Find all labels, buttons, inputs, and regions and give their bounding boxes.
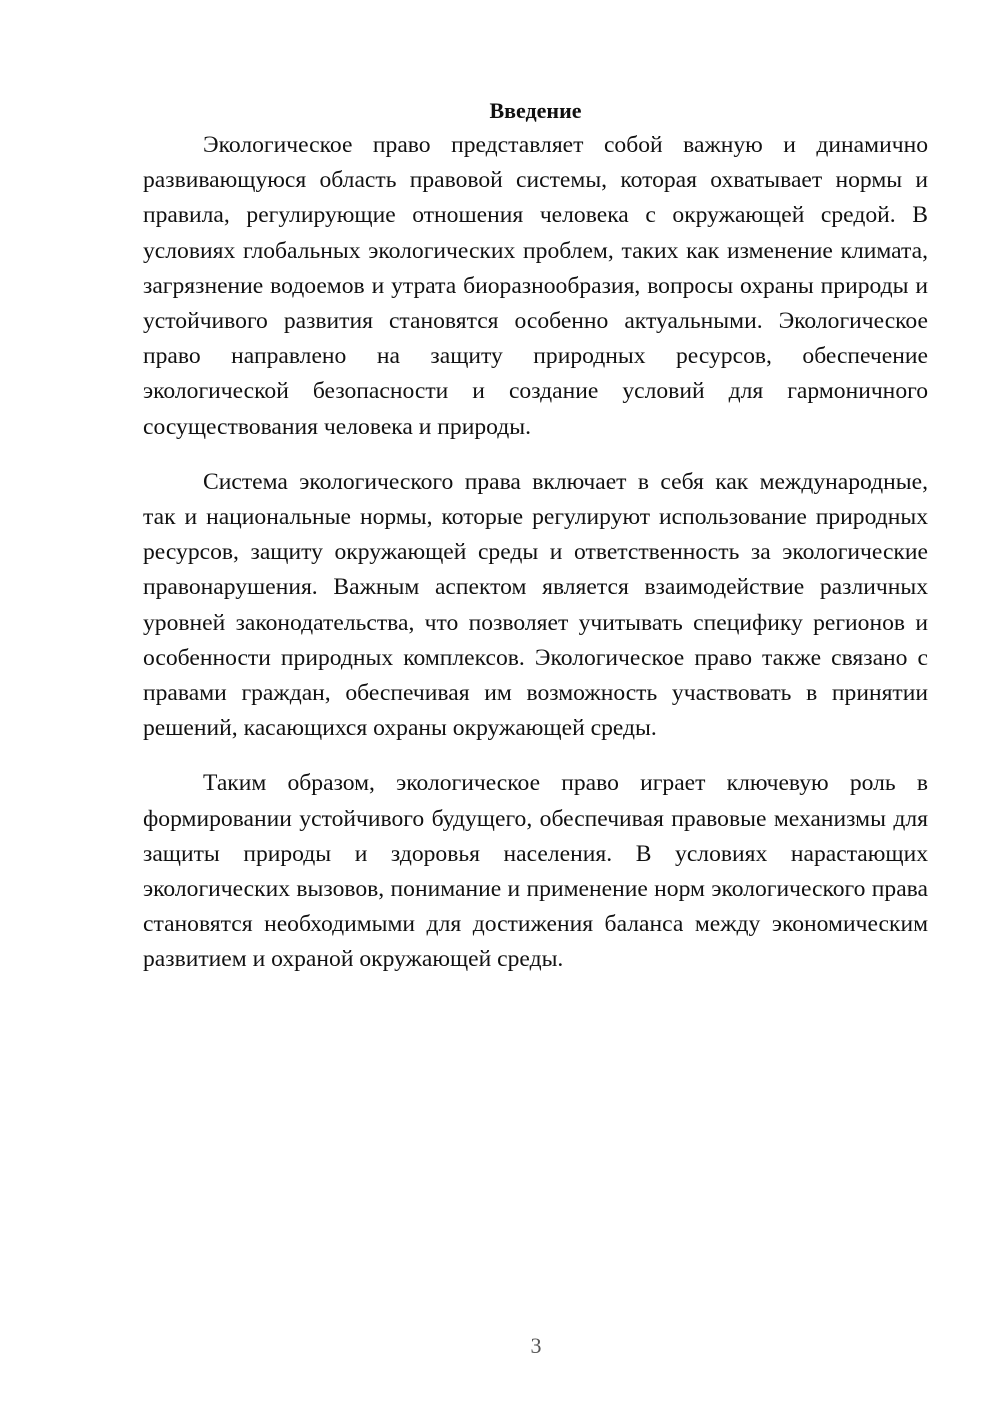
paragraph-3: Таким образом, экологическое право играет ключевую роль в формировании устойчивого будущего, обеспечивая правовые механизмы для защиты природы и здоровья населения. В условиях нарастающих экологических вызовов, понимание и применение норм экологического права становятся необходимыми для достижения баланса между экономическим развитием и охраной окружающей среды. — [143, 770, 928, 973]
paragraph-1: Экологическое право представляет собой важную и динамично развивающуюся область правовой системы, которая охватывает нормы и правила, регулирующие отношения человека с окружающей средой. В условиях глобальных экологических проблем, таких как изменение климата, загрязнение водоемов и утрата биоразнообразия, вопросы охраны природы и устойчивого развития становятся особенно актуальными. Экологическое право направлено на защиту природных ресурсов, обеспечение экологической безопасности и создание условий для гармоничного сосуществования человека и природы. — [143, 132, 928, 440]
paragraph-2: Система экологического права включает в себя как международные, так и национальные нормы, которые регулируют использование природных ресурсов, защиту окружающей среды и ответственность за экологические правонарушения. Важным аспектом является взаимодействие различных уровней законодательства, что позволяет учитывать специфику регионов и особенности природных комплексов. Экологическое право также связано с правами граждан, обеспечивая им возможность участвовать в принятии решений, касающихся охраны окружающей среды. — [143, 468, 928, 742]
section-heading: Введение — [489, 98, 582, 123]
document-page — [143, 96, 928, 998]
page-number: 3 — [530, 1333, 542, 1358]
